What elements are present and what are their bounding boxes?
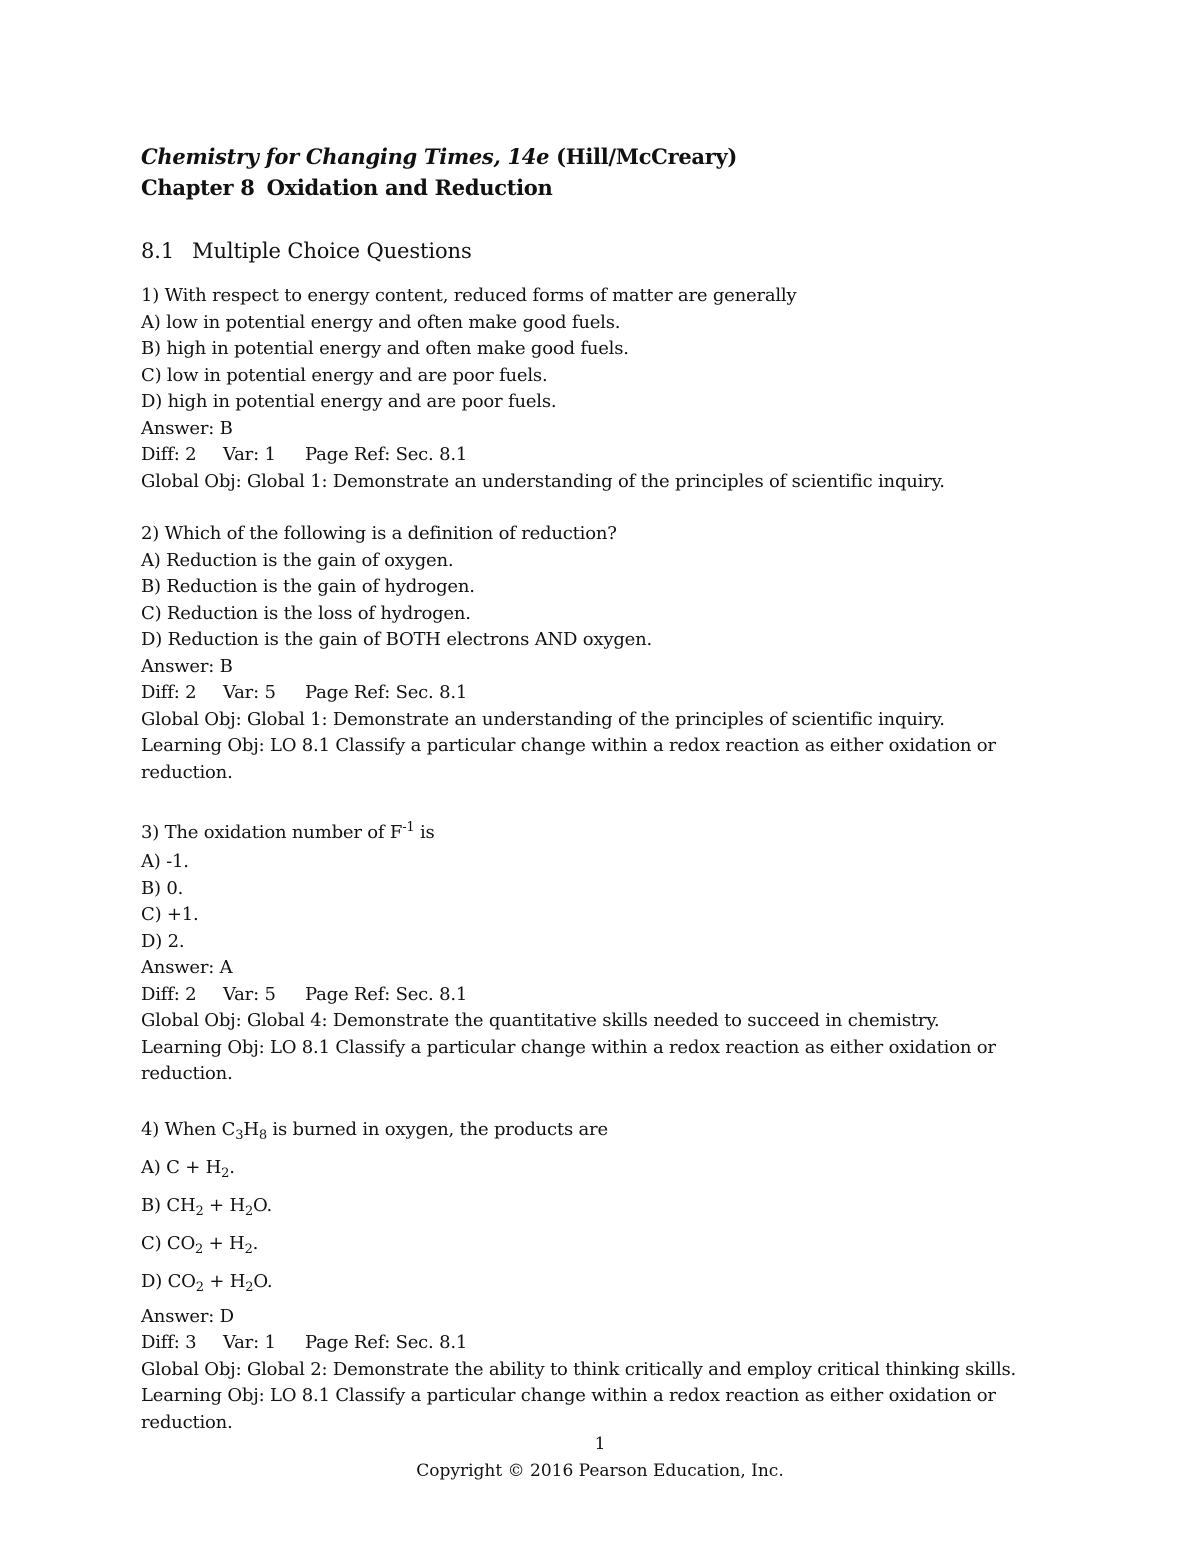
option-d: D) $CO_2 + H_2O$. — [141, 1270, 273, 1295]
variant: Var: 1 — [223, 444, 276, 465]
page-reference: Page Ref: Sec. 8.1 — [305, 983, 468, 1005]
book-header — [141, 141, 1041, 172]
option-d: D) high in potential energy and are poor fuels. — [141, 391, 557, 412]
option-b: B) 0. — [141, 877, 184, 899]
option-a: A) Reduction is the gain of oxygen. — [141, 549, 454, 571]
difficulty: Diff: 2 — [141, 682, 197, 703]
global-objective: Global Obj: Global 2: Demonstrate the ability to think critically and employ critical thinking skills. — [141, 1358, 1017, 1380]
difficulty: Diff: 2 — [141, 983, 197, 1005]
question-stem: 1) With respect to energy content, reduced forms of matter are generally — [141, 285, 797, 306]
option-b: B) Reduction is the gain of hydrogen. — [141, 576, 475, 597]
learning-objective: Learning Obj: LO 8.1 Classify a particular change within a redox reaction as either oxidation or reduction. — [141, 1036, 996, 1084]
global-objective: Global Obj: Global 4: Demonstrate the quantitative skills needed to succeed in chemistry. — [141, 1010, 940, 1031]
difficulty: Diff: 3 — [141, 1332, 197, 1353]
option-c: C) $CO_2 + H_2$. — [141, 1232, 259, 1257]
variant: Var: 5 — [223, 682, 276, 703]
option-d: D) 2. — [141, 930, 185, 952]
book-title: Chemistry for Changing Times, 14e — [141, 144, 550, 169]
answer: Answer: B — [141, 417, 233, 439]
page-number: 1 — [594, 1434, 606, 1454]
option-c: C) +1. — [141, 904, 199, 925]
chapter-title: Oxidation and Reduction — [266, 175, 553, 200]
copyright-notice: Copyright © 2016 Pearson Education, Inc. — [416, 1461, 784, 1481]
page-content — [141, 141, 1041, 1462]
question-4 — [141, 1114, 1041, 1437]
option-b: B) $CH_2 + H_2O$. — [141, 1194, 273, 1219]
section-number: 8.1 — [141, 239, 175, 263]
answer: Answer: B — [141, 655, 233, 677]
option-a: A) low in potential energy and often make good fuels. — [141, 311, 621, 333]
global-objective: Global Obj: Global 1: Demonstrate an understanding of the principles of scientific inquiry. — [141, 708, 945, 730]
question-3 — [141, 812, 1041, 1088]
question-meta — [141, 442, 1041, 469]
question-meta — [141, 982, 1041, 1009]
difficulty: Diff: 2 — [141, 444, 197, 465]
page-reference: Page Ref: Sec. 8.1 — [305, 1332, 468, 1353]
question-stem: 2) Which of the following is a definition of reduction? — [141, 523, 617, 544]
answer: Answer: A — [141, 957, 233, 978]
book-authors: (Hill/McCreary) — [556, 144, 738, 169]
section-heading — [141, 236, 1041, 267]
learning-objective: Learning Obj: LO 8.1 Classify a particular change within a redox reaction as either oxidation or reduction. — [141, 735, 996, 783]
question-stem: 4) When $C_3H_8$ is burned in oxygen, the products are — [141, 1118, 608, 1143]
section-title: Multiple Choice Questions — [192, 239, 472, 263]
chapter-label: Chapter 8 — [141, 175, 255, 200]
option-c: C) low in potential energy and are poor fuels. — [141, 364, 548, 386]
option-a: A) $C + H_2$. — [141, 1156, 235, 1181]
learning-objective: Learning Obj: LO 8.1 Classify a particular change within a redox reaction as either oxidation or reduction. — [141, 1385, 996, 1433]
variant: Var: 5 — [223, 983, 276, 1005]
global-objective: Global Obj: Global 1: Demonstrate an understanding of the principles of scientific inquiry. — [141, 470, 945, 492]
question-1 — [141, 283, 1041, 495]
option-d: D) Reduction is the gain of BOTH electrons AND oxygen. — [141, 629, 653, 650]
page-reference: Page Ref: Sec. 8.1 — [305, 444, 468, 465]
question-meta — [141, 1330, 1041, 1357]
variant: Var: 1 — [223, 1332, 276, 1353]
answer: Answer: D — [141, 1305, 234, 1327]
question-2 — [141, 521, 1041, 786]
option-b: B) high in potential energy and often make good fuels. — [141, 338, 629, 359]
option-c: C) Reduction is the loss of hydrogen. — [141, 602, 471, 624]
option-a: A) -1. — [141, 851, 189, 872]
page-reference: Page Ref: Sec. 8.1 — [305, 682, 468, 703]
question-stem: 3) The oxidation number of $F^{-1}$ is — [141, 820, 435, 843]
question-meta — [141, 680, 1041, 707]
chapter-heading — [141, 172, 1041, 203]
